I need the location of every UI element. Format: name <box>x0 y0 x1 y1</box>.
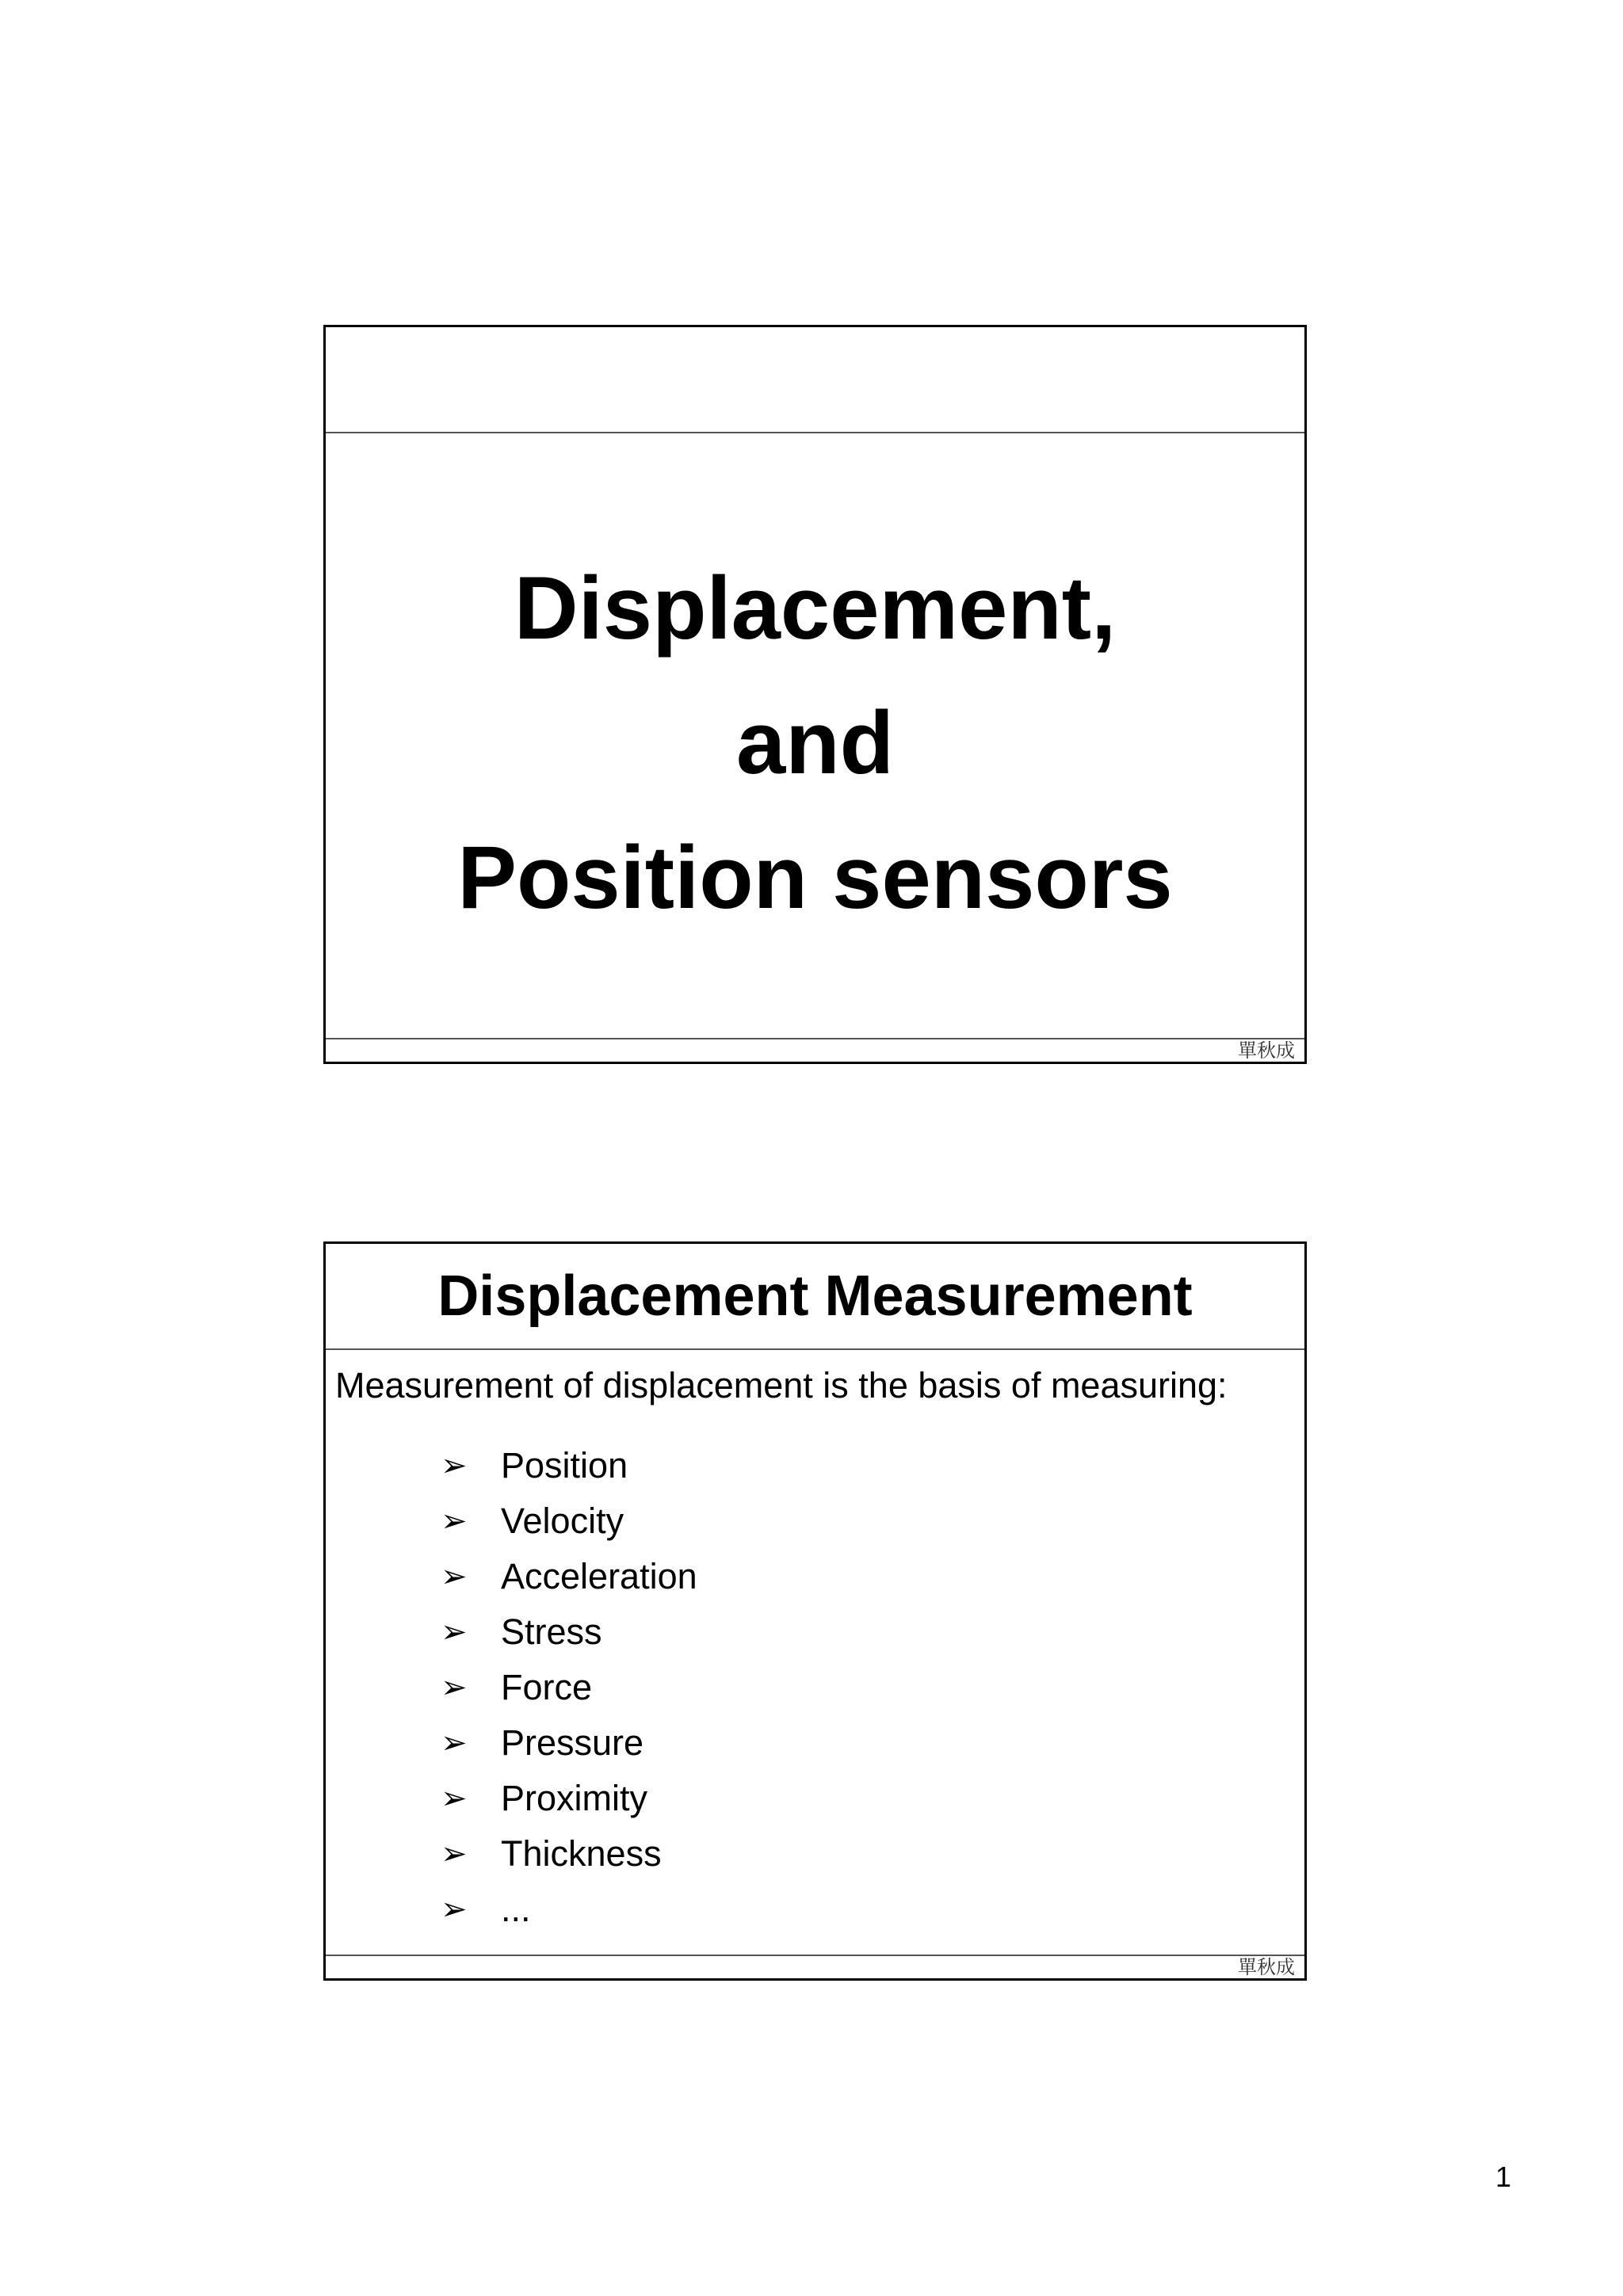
list-item <box>441 1493 697 1549</box>
bullet-text: Force <box>501 1667 593 1707</box>
author-name: 單秋成 <box>1238 1039 1295 1062</box>
list-item <box>441 1438 697 1493</box>
title-line: and <box>735 693 895 792</box>
slide-footer <box>326 1038 1304 1062</box>
list-item <box>441 1826 697 1882</box>
bullet-text: Stress <box>501 1611 602 1652</box>
intro-text: Measurement of displacement is the basis of measuring: <box>335 1365 1228 1405</box>
list-item <box>441 1660 697 1715</box>
slide-title <box>323 325 1307 1064</box>
bullet-text: Proximity <box>501 1778 648 1818</box>
list-item <box>441 1549 697 1604</box>
arrowhead-bullet-icon: ➢ <box>441 1669 468 1706</box>
bullet-text: Velocity <box>501 1501 624 1541</box>
page-number: 1 <box>1495 2161 1511 2193</box>
arrowhead-bullet-icon: ➢ <box>441 1891 468 1928</box>
list-item <box>441 1771 697 1826</box>
arrowhead-bullet-icon: ➢ <box>441 1780 468 1817</box>
title-line: Position sensors <box>457 828 1173 927</box>
arrowhead-bullet-icon: ➢ <box>441 1614 468 1650</box>
bullet-text: Acceleration <box>501 1556 697 1596</box>
arrowhead-bullet-icon: ➢ <box>441 1447 468 1484</box>
title-line: Displacement, <box>514 559 1117 658</box>
arrowhead-bullet-icon: ➢ <box>441 1503 468 1539</box>
arrowhead-bullet-icon: ➢ <box>441 1836 468 1872</box>
arrowhead-bullet-icon: ➢ <box>441 1558 468 1595</box>
bullet-text: Thickness <box>501 1833 662 1874</box>
slide-footer <box>326 1955 1304 1978</box>
bullet-text: Pressure <box>501 1722 644 1763</box>
slide-displacement-measurement <box>323 1241 1307 1981</box>
slide-title-band <box>326 1244 1304 1350</box>
author-name: 單秋成 <box>1238 1956 1295 1978</box>
list-item <box>441 1715 697 1771</box>
slide-main-title <box>326 541 1304 945</box>
bullet-text: Position <box>501 1445 628 1486</box>
bullet-list <box>441 1438 697 1937</box>
slide-heading: Displacement Measurement <box>437 1264 1193 1328</box>
list-item <box>441 1604 697 1660</box>
slide-title-band <box>326 327 1304 433</box>
list-item <box>441 1882 697 1937</box>
bullet-text: ... <box>501 1889 531 1929</box>
arrowhead-bullet-icon: ➢ <box>441 1725 468 1761</box>
